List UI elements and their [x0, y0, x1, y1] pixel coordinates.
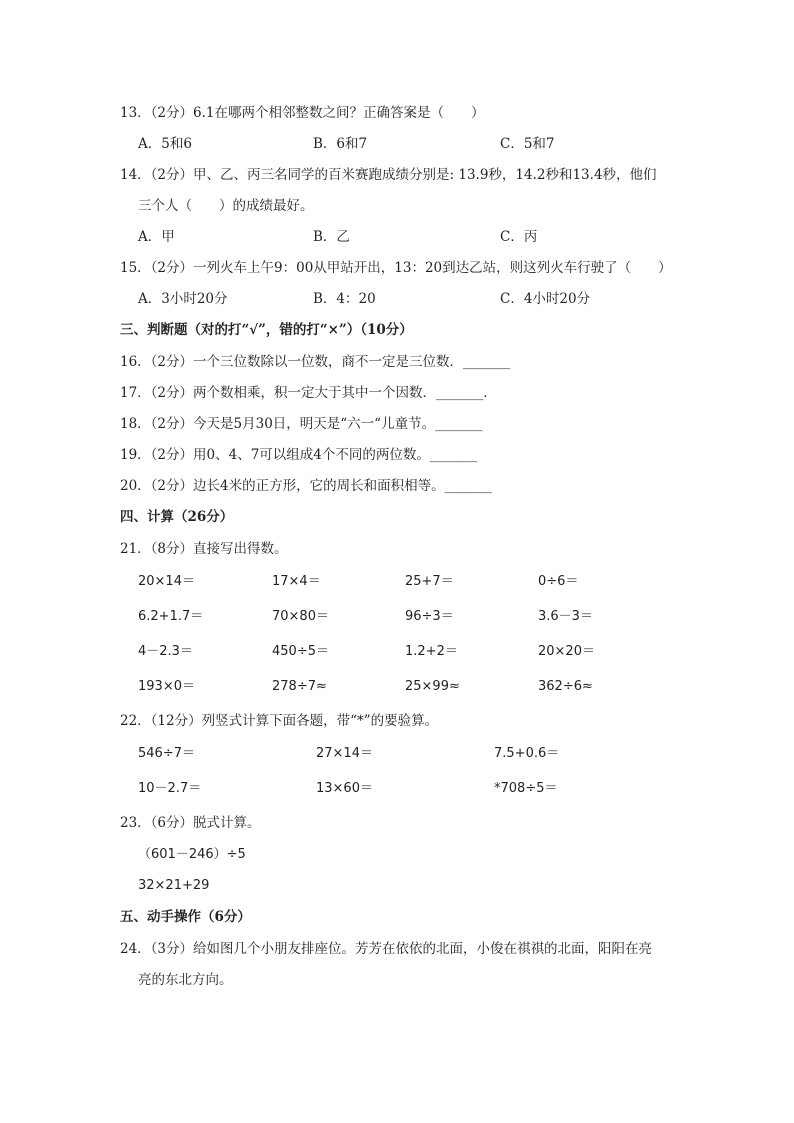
- q20-text: 20．（2分）边长4米的正方形，它的周长和面积相等。_______: [120, 478, 492, 494]
- q15-option-b: B．4：20: [313, 291, 376, 307]
- q13-text: 13．（2分）6.1在哪两个相邻整数之间？正确答案是（ ）: [120, 105, 485, 121]
- q15-text: 15．（2分）一列火车上午9：00从甲站开出，13：20到达乙站，则这列火车行驶了（ ）: [120, 260, 672, 276]
- q21-item: 70×80＝: [272, 609, 329, 624]
- q21-item: 17×4＝: [272, 574, 321, 589]
- q21-item: 3.6－3＝: [538, 609, 593, 624]
- q21-item: 0÷6＝: [538, 574, 579, 589]
- section-5-heading: 五、动手操作（6分）: [120, 909, 251, 925]
- q22-item: 7.5+0.6＝: [494, 746, 560, 761]
- q14-line2: 三个人（ ）的成绩最好。: [138, 198, 314, 214]
- q24-line1: 24．（3分）给如图几个小朋友排座位。芳芳在依依的北面，小俊在祺祺的北面，阳阳在亮: [120, 941, 653, 957]
- q24-line2: 亮的东北方向。: [138, 972, 233, 988]
- q23-text: 23．（6分）脱式计算。: [120, 815, 261, 831]
- q21-item: 193×0＝: [138, 679, 195, 694]
- section-4-heading: 四、计算（26分）: [120, 509, 234, 525]
- q18-text: 18．（2分）今天是5月30日，明天是“六一“儿童节。_______: [120, 416, 483, 432]
- q14-option-b: B．乙: [313, 229, 350, 245]
- q21-item: 278÷7≈: [272, 679, 327, 694]
- q21-item: 362÷6≈: [538, 679, 593, 694]
- q13-option-a: A．5和6: [138, 136, 192, 152]
- q22-item: 27×14＝: [316, 746, 373, 761]
- q23-item: 32×21+29: [138, 878, 210, 893]
- q21-item: 96÷3＝: [405, 609, 454, 624]
- q14-option-c: C．丙: [500, 229, 538, 245]
- q21-item: 20×14＝: [138, 574, 195, 589]
- q21-item: 6.2+1.7＝: [138, 609, 204, 624]
- q16-text: 16．（2分）一个三位数除以一位数，商不一定是三位数．_______: [120, 354, 511, 370]
- q21-item: 25+7＝: [405, 574, 454, 589]
- q22-item: 546÷7＝: [138, 746, 195, 761]
- q17-text: 17．（2分）两个数相乘，积一定大于其中一个因数．_______．: [120, 385, 497, 401]
- q22-item: 13×60＝: [316, 781, 373, 796]
- section-3-heading: 三、判断题（对的打“√”，错的打“×”）（10分）: [120, 322, 413, 338]
- q19-text: 19．（2分）用0、4、7可以组成4个不同的两位数。_______: [120, 447, 478, 463]
- q22-item: 10－2.7＝: [138, 781, 202, 796]
- q21-item: 4－2.3＝: [138, 644, 193, 659]
- q21-item: 20×20＝: [538, 644, 595, 659]
- q15-option-a: A．3小时20分: [138, 291, 228, 307]
- q22-item: *708÷5＝: [494, 781, 558, 796]
- q15-option-c: C．4小时20分: [500, 291, 591, 307]
- q21-item: 450÷5＝: [272, 644, 329, 659]
- q21-item: 1.2+2＝: [405, 644, 458, 659]
- q23-item: （601－246）÷5: [138, 847, 246, 862]
- q22-text: 22．（12分）列竖式计算下面各题，带“*”的要验算。: [120, 713, 439, 729]
- q21-text: 21．（8分）直接写出得数。: [120, 541, 288, 557]
- q13-option-c: C．5和7: [500, 136, 555, 152]
- q21-item: 25×99≈: [405, 679, 460, 694]
- q13-option-b: B．6和7: [313, 136, 368, 152]
- q14-line1: 14．（2分）甲、乙、丙三名同学的百米赛跑成绩分别是: 13.9秒，14.2秒和13.4秒，他们: [120, 167, 657, 183]
- q14-option-a: A．甲: [138, 229, 175, 245]
